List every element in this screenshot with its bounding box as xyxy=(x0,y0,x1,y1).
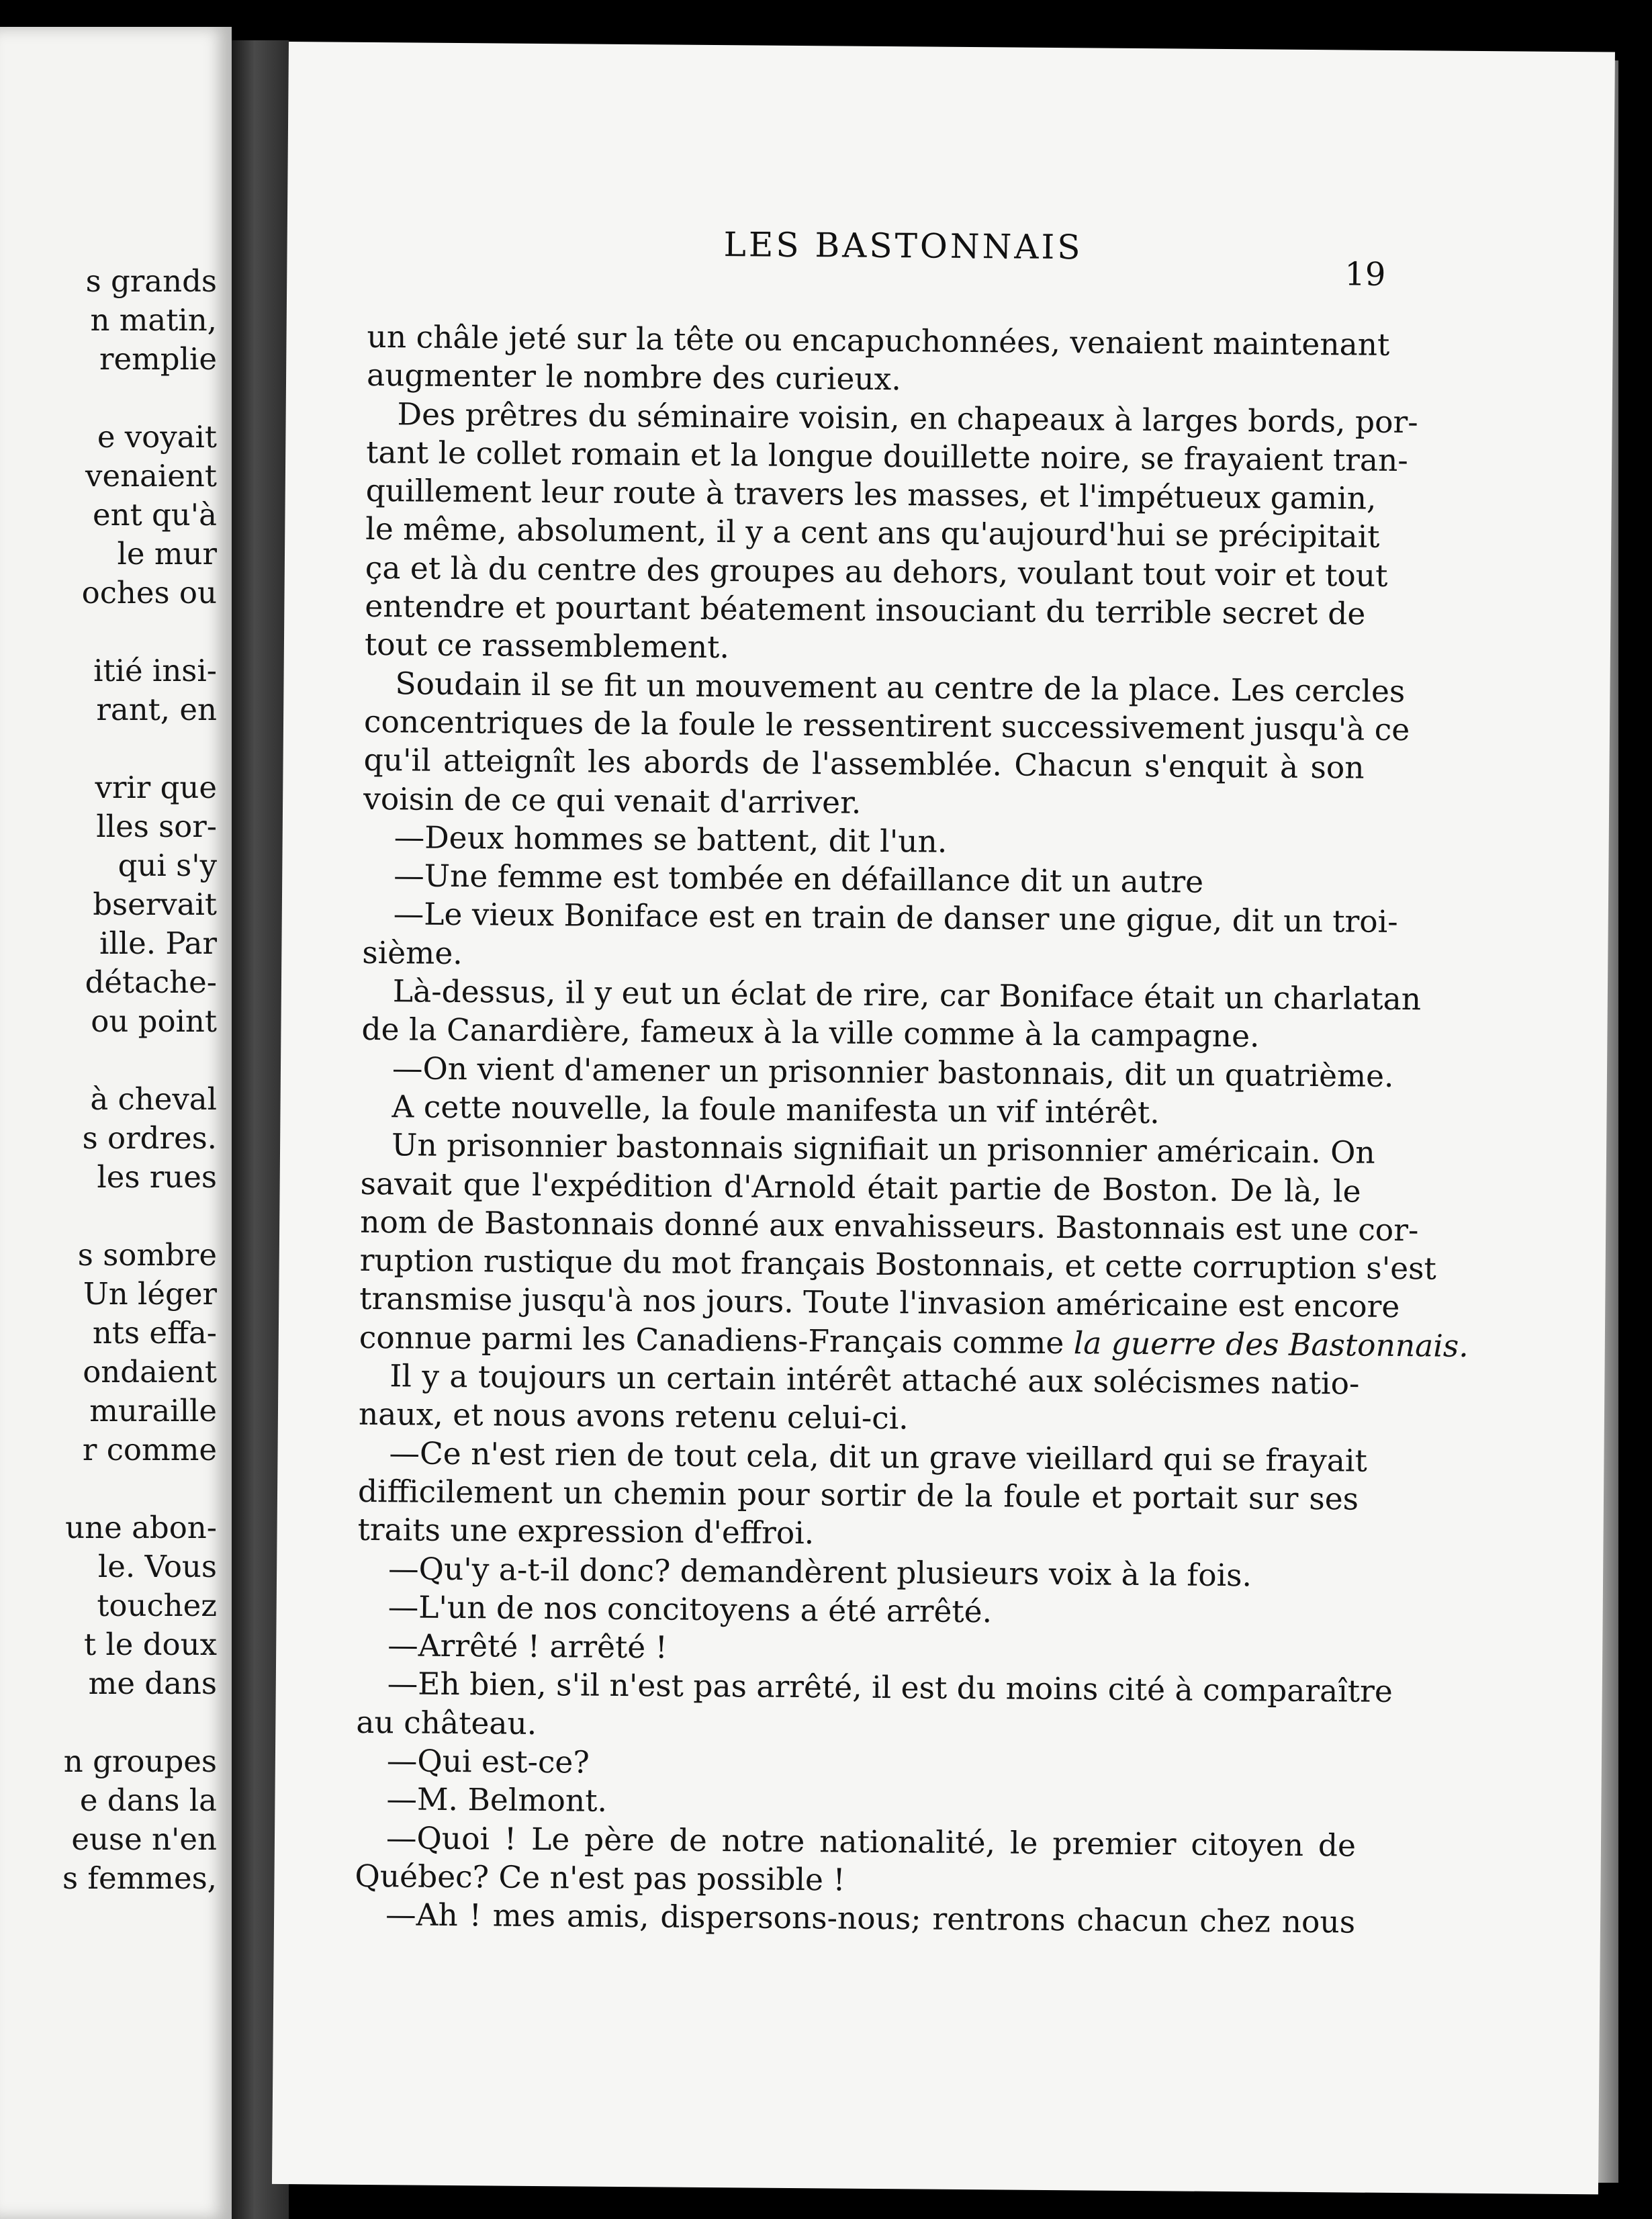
text-line-content: naux, et nous avons retenu celui-ci. xyxy=(358,1396,909,1437)
text-line-content: —Ah ! mes amis, dispersons-nous; rentrons chacun chez nous xyxy=(385,1897,1356,1940)
text-line-content: transmise jusqu'à nos jours. Toute l'invasion américaine est encore xyxy=(359,1281,1400,1325)
left-page-line: n matin, xyxy=(90,302,217,338)
left-page-line xyxy=(0,729,217,768)
text-line-content: —Eh bien, s'il n'est pas arrêté, il est du moins cité à comparaître xyxy=(387,1666,1393,1710)
text-line-content: ruption rustique du mot français Bostonnais, et cette corruption s'est xyxy=(359,1242,1437,1287)
text-line-content: augmenter le nombre des curieux. xyxy=(366,357,902,398)
text-line-content: ça et là du centre des groupes au dehors, voulant tout voir et tout xyxy=(365,549,1388,594)
left-page-line: s sombre xyxy=(77,1237,217,1273)
left-page-line: venaient xyxy=(85,458,217,494)
text-line-content: —M. Belmont. xyxy=(386,1781,608,1819)
left-facing-page xyxy=(0,27,232,2219)
left-page-line: s grands xyxy=(85,263,217,299)
left-page-line: le. Vous xyxy=(97,1549,217,1584)
left-page-line: qui s'y xyxy=(118,848,217,883)
text-line xyxy=(363,895,1398,941)
text-line-content: nom de Bastonnais donné aux envahisseurs. Bastonnais est une cor- xyxy=(359,1204,1419,1249)
text-line-content: Là-dessus, il y eut un éclat de rire, car Boniface était un charlatan xyxy=(392,973,1422,1017)
left-page-line: le mur xyxy=(117,536,217,572)
text-line-content: —L'un de nos concitoyens a été arrêté. xyxy=(387,1589,993,1630)
left-page-line: ent qu'à xyxy=(93,497,217,533)
text-line-content: tant le collet romain et la longue douillette noire, se frayaient tran- xyxy=(365,434,1408,478)
left-page-line xyxy=(0,1469,217,1508)
text-line-content: Des prêtres du séminaire voisin, en chapeaux à larges bords, por- xyxy=(397,396,1418,440)
text-line-content: de la Canardière, fameux à la ville comme à la campagne. xyxy=(361,1011,1260,1054)
left-page-line: t le doux xyxy=(84,1627,217,1662)
left-page-line: une abon- xyxy=(65,1510,217,1545)
text-line-content: entendre et pourtant béatement insouciant du terrible secret de xyxy=(365,588,1366,632)
left-page-line: Un léger xyxy=(83,1276,217,1312)
text-line-content: —Quoi ! Le père de notre nationalité, le premier citoyen de xyxy=(385,1819,1357,1864)
left-page-line: e dans la xyxy=(79,1782,217,1818)
text-line-content: sième. xyxy=(362,934,463,971)
page-number: 19 xyxy=(1344,255,1386,293)
left-page-line: ille. Par xyxy=(99,925,217,961)
left-page-line: r comme xyxy=(82,1432,217,1467)
left-page-line: oches ou xyxy=(81,575,217,610)
text-line-content: Soudain il se fit un mouvement au centre de la place. Les cercles xyxy=(395,665,1406,709)
text-line-content: Un prisonnier bastonnais signifiait un prisonnier américain. On xyxy=(391,1127,1375,1171)
left-page-line: les rues xyxy=(97,1159,217,1195)
left-page-line: détache- xyxy=(85,964,217,1000)
left-page-line: s ordres. xyxy=(82,1120,217,1156)
left-page-line: nts effa- xyxy=(92,1315,217,1351)
page-header xyxy=(287,222,1613,293)
text-line-content: concentriques de la foule le ressentirent successivement jusqu'à ce xyxy=(363,703,1410,748)
text-line-content: tout ce rassemblement. xyxy=(364,627,730,666)
left-page-line xyxy=(0,379,217,418)
text-line-content: au château. xyxy=(356,1704,537,1741)
text-line-content: A cette nouvelle, la foule manifesta un vif intérêt. xyxy=(392,1089,1160,1131)
left-page-line: n groupes xyxy=(63,1744,217,1779)
text-line-content: connue parmi les Canadiens-Français comme xyxy=(359,1319,1074,1361)
running-title: LES BASTONNAIS xyxy=(723,225,1083,267)
text-line-content: quillement leur route à travers les masses, et l'impétueux gamin, xyxy=(365,473,1377,516)
left-page-line: me dans xyxy=(88,1666,217,1701)
right-page xyxy=(272,42,1615,2194)
text-line-content: —Deux hommes se battent, dit l'un. xyxy=(394,819,948,860)
left-page-line: muraille xyxy=(89,1393,217,1429)
left-page-line: lles sor- xyxy=(96,809,217,844)
text-line-content: —On vient d'amener un prisonnier bastonnais, dit un quatrième. xyxy=(392,1050,1394,1094)
text-line-content: un châle jeté sur la tête ou encapuchonnées, venaient maintenant xyxy=(367,318,1390,363)
left-page-line: e voyait xyxy=(97,419,217,455)
text-line-content: —Qui est-ce? xyxy=(386,1743,590,1780)
left-page-line: bservait xyxy=(93,887,217,922)
left-page-line: ou point xyxy=(91,1003,217,1039)
left-page-line xyxy=(0,1197,217,1236)
text-line-content: qu'il atteignît les abords de l'assemblée. Chacun s'enquit à son xyxy=(363,742,1365,786)
left-page-line: remplie xyxy=(99,341,217,377)
left-page-line: rant, en xyxy=(96,692,217,727)
text-line-content: voisin de ce qui venait d'arriver. xyxy=(363,780,862,821)
text-line-content: difficilement un chemin pour sortir de la foule et portait sur ses xyxy=(357,1473,1359,1517)
text-line-content: —Ce n'est rien de tout cela, dit un grave vieillard qui se frayait xyxy=(389,1435,1367,1479)
left-page-line xyxy=(0,613,217,651)
text-line-content: le même, absolument, il y a cent ans qu'aujourd'hui se précipitait xyxy=(365,511,1380,555)
left-page-line: à cheval xyxy=(90,1081,217,1117)
text-line-content: traits une expression d'effroi. xyxy=(357,1512,815,1551)
left-page-line: itié insi- xyxy=(93,653,217,688)
left-page-line xyxy=(0,1703,217,1742)
text-line-content: —Qu'y a-t-il donc? demandèrent plusieurs voix à la fois. xyxy=(387,1550,1252,1593)
italic-phrase: la guerre des Bastonnais. xyxy=(1073,1324,1469,1364)
left-page-line: ondaient xyxy=(83,1354,217,1390)
text-line xyxy=(355,1895,1355,1942)
text-line-content: savait que l'expédition d'Arnold était partie de Boston. De là, le xyxy=(360,1165,1361,1210)
body-text xyxy=(355,318,1469,1942)
text-line-content: —Le vieux Boniface est en train de danser une gigue, dit un troi- xyxy=(393,896,1398,940)
text-line-content: Il y a toujours un certain intérêt attaché aux solécismes natio- xyxy=(389,1358,1360,1402)
left-page-line: s femmes, xyxy=(62,1860,217,1896)
left-page-line: touchez xyxy=(97,1588,217,1623)
text-line-content: Québec? Ce n'est pas possible ! xyxy=(355,1858,845,1898)
left-page-line xyxy=(0,1041,217,1080)
text-line-content: —Arrêté ! arrêté ! xyxy=(387,1627,668,1666)
text-line-content: —Une femme est tombée en défaillance dit un autre xyxy=(394,858,1204,900)
left-page-text xyxy=(0,262,217,1898)
left-page-line: vrir que xyxy=(95,770,217,805)
left-page-line: euse n'en xyxy=(71,1821,217,1857)
